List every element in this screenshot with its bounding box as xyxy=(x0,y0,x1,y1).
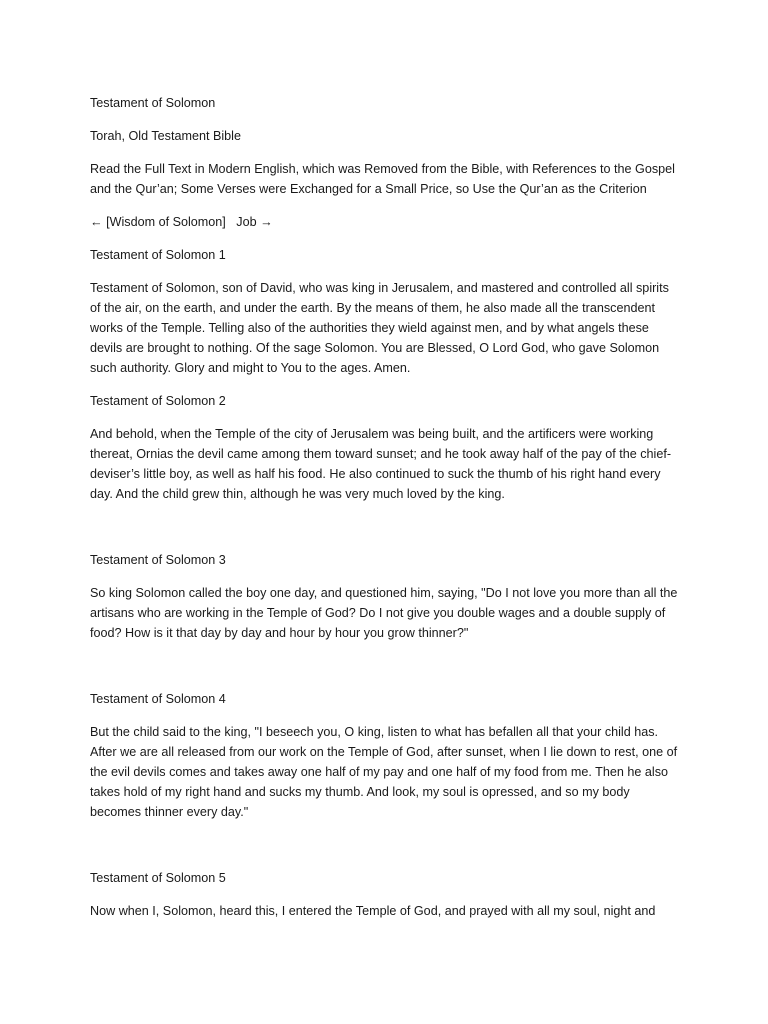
document-intro: Read the Full Text in Modern English, which was Removed from the Bible, with References to the Gospel and the Qur’an; Some Verses were Exchanged for a Small Price, so Use the Qur’an as the Criterion xyxy=(90,162,675,196)
paragraph-gap xyxy=(90,656,682,689)
document-title: Testament of Solomon xyxy=(90,96,216,110)
section-heading: Testament of Solomon 2 xyxy=(90,394,226,408)
section-text: But the child said to the king, "I beseech you, O king, listen to what has befallen all that your child has. After we are all released from our work on the Temple of God, after sunset, when I lie down to rest, one of the evil devils comes and takes away one half of my pay and one half of my food from me. Then he also takes hold of my right hand and sucks my thumb. And look, my soul is opressed, and so my body becomes thinner every day." xyxy=(90,725,678,819)
document-subtitle: Torah, Old Testament Bible xyxy=(90,129,241,143)
next-chapter-link[interactable]: Job → xyxy=(236,215,273,229)
section-text: Now when I, Solomon, heard this, I entered the Temple of God, and prayed with all my soul, night and xyxy=(90,904,656,918)
section-heading: Testament of Solomon 1 xyxy=(90,248,226,262)
section-text: And behold, when the Temple of the city of Jerusalem was being built, and the artificers were working thereat, Ornias the devil came among them toward sunset; and he took away half of the pay of the chief-deviser’s little boy, as well as half his food. He also continued to suck the thumb of his right hand every day. And the child grew thin, although he was very much loved by the king. xyxy=(90,427,672,501)
paragraph-gap xyxy=(90,835,682,868)
section-heading: Testament of Solomon 4 xyxy=(90,692,226,706)
section-text: So king Solomon called the boy one day, and questioned him, saying, "Do I not love you more than all the artisans who are working in the Temple of God? Do I not give you double wages and a double supply of food? How is it that day by day and hour by hour you grow thinner?" xyxy=(90,586,678,640)
section-heading: Testament of Solomon 3 xyxy=(90,553,226,567)
section-heading: Testament of Solomon 5 xyxy=(90,871,226,885)
section-text: Testament of Solomon, son of David, who was king in Jerusalem, and mastered and controlled all spirits of the air, on the earth, and under the earth. By the means of them, he also made all the transcendent works of the Temple. Telling also of the authorities they wield against men, and by what angels these devils are brought to nothing. Of the sage Solomon. You are Blessed, O Lord God, who gave Solomon such authority. Glory and might to You to the ages. Amen. xyxy=(90,281,669,375)
prev-chapter-link[interactable]: ← [Wisdom of Solomon] xyxy=(90,215,226,229)
chapter-navigation xyxy=(90,212,682,232)
document-page xyxy=(90,93,682,934)
paragraph-gap xyxy=(90,517,682,550)
